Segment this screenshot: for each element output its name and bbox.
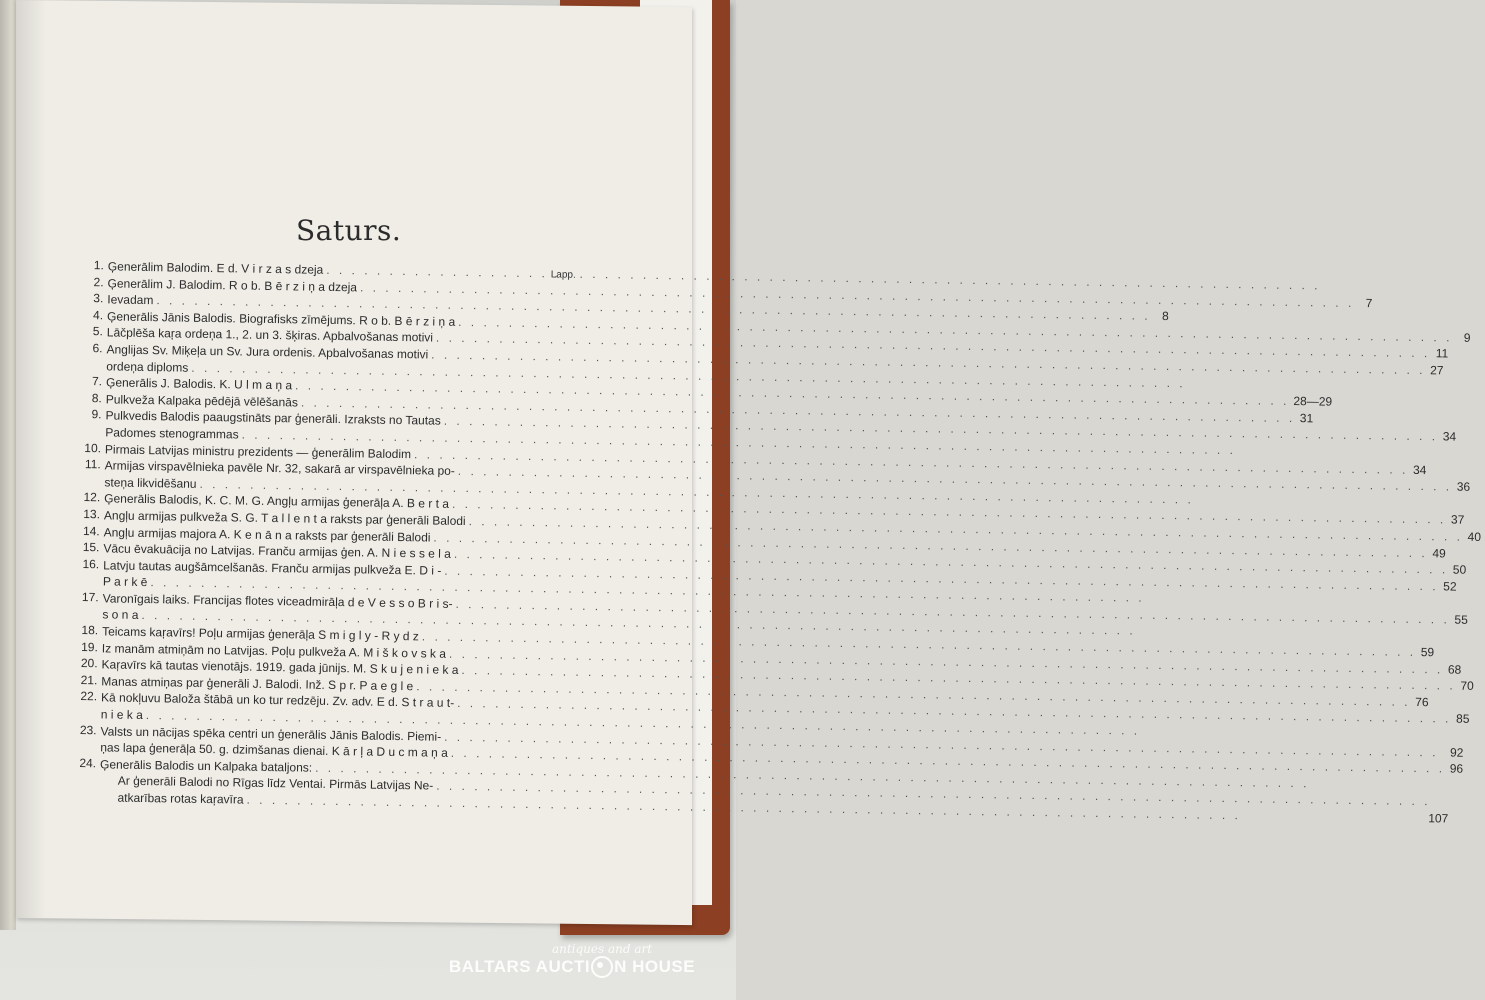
toc-entry-page: 107 <box>1428 811 1449 826</box>
toc-entry-number: 13. <box>83 506 101 522</box>
toc-entry-number: 3. <box>93 291 104 306</box>
toc-entry-page: 70 <box>1460 678 1474 694</box>
page-title: Saturs. <box>296 214 402 247</box>
toc-entry-page <box>1430 794 1448 811</box>
toc-entry-page: 50 <box>1452 562 1467 577</box>
toc-entry-page <box>1431 777 1449 794</box>
toc-entry-text: Ģenerālim Balodim. E d. V i r z a s dzeja <box>107 259 324 277</box>
toc-entry-text: Angļu armijas pulkveža S. G. T a l l e n t a raksts par ģenerāli Balodi <box>103 508 466 528</box>
toc-entry-page: 52 <box>1443 579 1457 594</box>
toc-entry-page: 28—29 <box>1293 394 1333 409</box>
toc-entry-number: 18. <box>81 623 99 638</box>
toc-entry-number: 14. <box>82 523 100 538</box>
toc-entry-number: 23. <box>79 722 97 737</box>
toc-entry-text: Latvju tautas augšāmcelšanās. Franču armijas pulkveža E. D i - <box>103 558 442 578</box>
table-of-contents <box>73 258 1482 826</box>
toc-entry-text: Ar ģenerāli Balodi no Rīgas līdz Ventai. Pirmās Latvijas Ne- <box>117 774 434 793</box>
toc-entry-text: Vācu ēvakuācija no Latvijas. Franču armijas ģen. A. N i e s s e l a <box>103 541 452 561</box>
toc-entry-page <box>1451 728 1469 745</box>
toc-entry-text: Pulkvedis Balodis paaugstināts par ģenerāli. Izraksts no Tautas <box>105 408 441 428</box>
toc-entry-text: Teicams kaŗavīrs! Poļu armijas ģenerāļa S m i g l y - R y d z <box>102 624 419 644</box>
toc-entry-page <box>1452 495 1470 512</box>
toc-entry-number: 22. <box>80 689 98 704</box>
toc-entry-text: Ievadam <box>107 292 154 308</box>
toc-entry-text: Pulkveža Kalpaka pēdējā vēlēšanās <box>105 392 299 410</box>
toc-entry-text: Armijas virspavēlnieka pavēle Nr. 32, sakarā ar virspavēlnieka po- <box>104 458 455 479</box>
toc-entry-text: Pirmais Latvijas ministru prezidents — ģenerālim Balodim <box>104 441 412 461</box>
toc-entry-text: atkarības rotas kaŗavīra <box>117 790 244 807</box>
toc-entry-number: 8. <box>91 390 102 406</box>
toc-entry-text: ordeņa diploms <box>106 358 189 375</box>
toc-entry-page <box>1438 595 1456 612</box>
page-gutter-shadow <box>16 0 46 918</box>
toc-entry-text: Varonīgais laiks. Francijas flotes viceadmirāļa d e V e s s o B r i s- <box>102 591 453 611</box>
toc-entry-text: Angļu armijas majora A. K e n ā n a raksts par ģenerāli Balodi <box>103 524 431 545</box>
toc-entry-text: Valsts un nācijas spēka centri un ģenerālis Jānis Balodis. Piemi- <box>100 723 442 744</box>
toc-entry-text: Padomes stenogrammas <box>105 425 239 442</box>
toc-entry-page: 8 <box>1161 309 1169 324</box>
toc-entry-text: Ģenerālim J. Balodim. R o b. B ē r z i ņ a dzeja <box>107 275 358 294</box>
toc-entry-number: 15. <box>82 540 100 555</box>
toc-entry-number: 7. <box>91 374 103 389</box>
toc-entry-page: 68 <box>1447 662 1462 677</box>
toc-entry-page: 7 <box>1365 295 1373 310</box>
toc-entry-number: 2. <box>93 274 104 289</box>
toc-entry-page: 55 <box>1454 612 1468 627</box>
toc-entry-number: 9. <box>91 407 102 422</box>
toc-entry-number: 24. <box>79 755 97 771</box>
toc-entry-text: Iz manām atmiņām no Latvijas. Poļu pulkveža A. M i š k o v s k a <box>101 641 447 661</box>
toc-entry-number: 16. <box>82 556 100 571</box>
toc-entry-page: 92 <box>1449 745 1464 760</box>
toc-entry-page: 34 <box>1412 462 1427 477</box>
toc-entry-number: 20. <box>80 656 98 671</box>
page-column-label: Lapp. <box>550 269 576 281</box>
toc-entry-page: 36 <box>1456 479 1471 494</box>
toc-entry-page: 96 <box>1449 761 1464 776</box>
toc-entry-page <box>1320 277 1338 294</box>
toc-entry-text: s o n a <box>102 607 139 623</box>
toc-entry <box>73 755 1449 826</box>
toc-entry-number: 11. <box>84 457 101 472</box>
watermark-brand-left: BALTARS AUCTI <box>448 957 591 976</box>
toc-entry-page: 31 <box>1299 410 1314 426</box>
toc-entry-text: Kā nokļuvu Baloža štābā un ko tur redzēju. Zv. adv. E d. S t r a u t- <box>100 690 455 711</box>
toc-entry-number: 19. <box>81 639 99 654</box>
toc-entry-page: 40 <box>1467 529 1482 544</box>
toc-entry-text: n i e k a <box>100 707 143 723</box>
toc-entry-page: 9 <box>1463 330 1471 345</box>
toc-entry-number: 5. <box>92 324 103 339</box>
toc-entry-page: 49 <box>1432 545 1446 560</box>
watermark-tagline: antiques and art <box>551 942 653 956</box>
toc-entry-number: 1. <box>93 258 104 273</box>
watermark-brand-right: N HOUSE <box>614 957 696 976</box>
watermark <box>432 942 712 978</box>
toc-entry-page: 76 <box>1415 694 1429 710</box>
toc-entry-text: ņas lapa ģenerāļa 50. g. dzimšanas dienai. K ā r ļ a D u c m a ņ a <box>100 740 448 761</box>
toc-entry-text: Anglijas Sv. Miķeļa un Sv. Jura ordenis. Apbalvošanas motivi <box>106 342 429 362</box>
seal-icon <box>591 956 613 978</box>
toc-entry-page: 27 <box>1430 363 1444 378</box>
toc-entry-page <box>1449 628 1467 645</box>
toc-entry-number: 10. <box>84 440 102 455</box>
toc-entry-page <box>1438 445 1456 462</box>
watermark-brand <box>432 956 712 978</box>
toc-entry-page <box>1425 379 1443 396</box>
toc-entry-text: Ģenerālis J. Balodis. K. U l m a ņ a <box>105 375 293 393</box>
toc-entry-number: 6. <box>92 341 103 356</box>
toc-entry-page: 34 <box>1442 429 1457 444</box>
toc-entry-number: 21. <box>80 672 98 688</box>
toc-entry-text: Ģenerālis Jānis Balodis. Biografisks zīmējums. R o b. B ē r z i ņ a <box>106 309 456 329</box>
toc-entry-page: 85 <box>1455 712 1470 727</box>
toc-entry-text: steņa likvidēšanu <box>104 475 197 491</box>
toc-entry-page: 59 <box>1420 645 1435 660</box>
toc-entry-text: Ģenerālis Balodis un Kalpaka bataljons: <box>99 757 313 775</box>
toc-entry-text: Manas atmiņas par ģenerāli J. Balodi. Inž. S p r. P a e g l e <box>101 674 414 694</box>
toc-entry-number: 17. <box>81 589 99 605</box>
toc-entry-text: P a r k ē <box>102 574 148 590</box>
toc-entry-page: 11 <box>1435 346 1449 361</box>
toc-entry-text: Kaŗavīrs kā tautas vienotājs. 1919. gada jūnijs. M. S k u j e n i e k a <box>101 657 459 678</box>
toc-entry-text: Ģenerālis Balodis, K. C. M. G. Angļu armijas ģenerāļa A. B e r t a <box>104 491 450 512</box>
toc-entry-text: Lāčplēša kaŗa ordeņa 1., 2. un 3. šķiras. Apbalvošanas motivi <box>106 325 434 345</box>
toc-entry-number: 4. <box>92 307 104 323</box>
toc-entry-number: 12. <box>83 490 101 505</box>
toc-entry-page: 37 <box>1450 512 1465 528</box>
left-page-edge <box>0 0 16 930</box>
